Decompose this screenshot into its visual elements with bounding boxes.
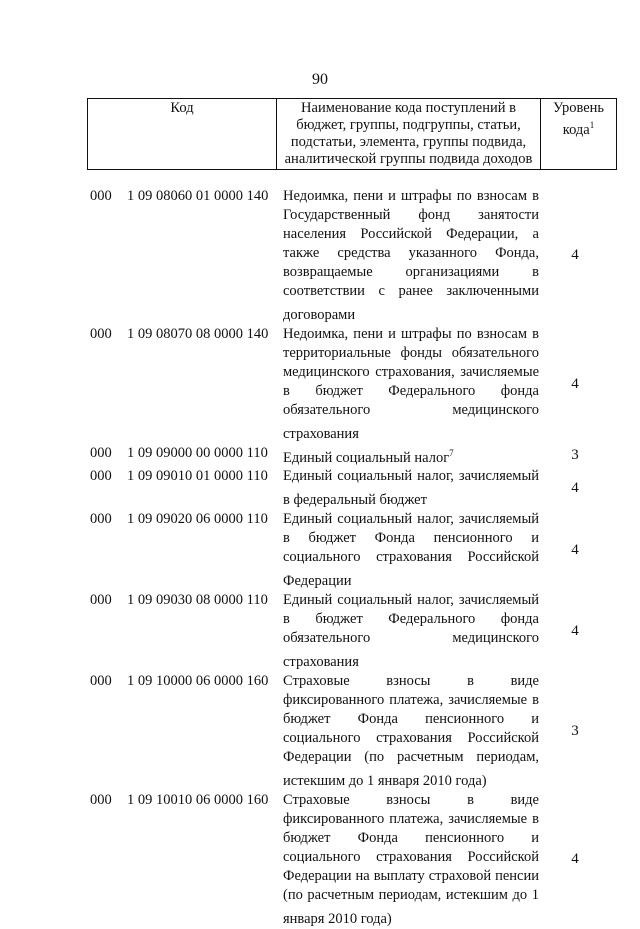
table-row (0, 187, 640, 325)
row-prefix: 000 (90, 672, 112, 689)
row-prefix: 000 (90, 468, 112, 485)
row-level: 4 (571, 851, 579, 868)
header-name: Наименование кода поступлений в бюджет, группы, подгруппы, статьи, подстатьи, элемента, группы подвида, аналитической группы подвида доходов (277, 99, 541, 170)
row-level: 3 (571, 447, 579, 464)
row-name (283, 444, 539, 468)
row-prefix: 000 (90, 791, 112, 808)
row-code: 1 09 09010 01 0000 110 (127, 468, 268, 485)
header-level-label: Уровень кода (552, 100, 605, 138)
table-row (0, 791, 640, 929)
table-row (0, 444, 640, 468)
row-level: 3 (571, 722, 579, 739)
row-footnote: 7 (449, 447, 454, 458)
row-code: 1 09 09000 00 0000 110 (127, 444, 268, 461)
row-prefix: 000 (90, 592, 112, 609)
code-list (0, 187, 640, 929)
row-name (283, 325, 539, 444)
row-name (283, 467, 539, 510)
table-row (0, 672, 640, 791)
row-level: 4 (571, 247, 579, 264)
table-header (87, 98, 617, 170)
table-row (0, 591, 640, 672)
row-code: 1 09 09020 06 0000 110 (127, 511, 268, 528)
row-name-text: Страховые взносы в виде фиксированного платежа, зачисляемые в бюджет Фонда пенсионного и социального страхования Российской Федерации (по расчетным периодам, истекшим до 1 января 2010 года) (283, 672, 539, 789)
row-name-text: Страховые взносы в виде фиксированного платежа, зачисляемые в бюджет Фонда пенсионного и социального страхования Российской Федерации на выплату страховой пенсии (по расчетным периодам, истекшим до 1 января 2010 года) (283, 791, 539, 927)
row-code: 1 09 08060 01 0000 140 (127, 188, 269, 204)
header-code: Код (88, 99, 277, 170)
row-prefix: 000 (90, 444, 112, 461)
row-name-text: Единый социальный налог, зачисляемый в бюджет Федерального фонда обязательного медицинского страхования (283, 592, 539, 670)
row-name (283, 791, 539, 929)
row-level: 4 (571, 480, 579, 497)
row-level: 4 (571, 623, 579, 640)
header-level-footnote: 1 (589, 120, 595, 130)
row-name-text: Единый социальный налог, зачисляемый в федеральный бюджет (283, 468, 539, 509)
row-name-text: Единый социальный налог, зачисляемый в бюджет Фонда пенсионного и социального страхования Российской Федерации (283, 511, 539, 590)
row-name-text: Недоимка, пени и штрафы по взносам в территориальные фонды обязательного медицинского страхования, зачисляемые в бюджет Федерального фонда обязательного медицинского страхования (283, 325, 539, 442)
row-level: 4 (571, 542, 579, 559)
row-code: 1 09 10010 06 0000 160 (127, 791, 269, 808)
page-number: 90 (312, 71, 328, 88)
row-code: 1 09 09030 08 0000 110 (127, 592, 268, 609)
row-prefix: 000 (90, 511, 112, 528)
row-prefix: 000 (90, 325, 112, 342)
row-name (283, 187, 539, 325)
header-level (541, 99, 617, 170)
table-row (0, 510, 640, 591)
row-name (283, 510, 539, 591)
row-name (283, 591, 539, 672)
table-row (0, 467, 640, 510)
row-name-text: Недоимка, пени и штрафы по взносам в Государственный фонд занятости населения Российской Федерации, а также средства указанного Фонда, возвращаемые организациями в соответствии с ранее заключенными договорами (283, 188, 539, 323)
row-code: 1 09 08070 08 0000 140 (127, 325, 269, 342)
table-row (0, 325, 640, 444)
row-level: 4 (571, 375, 579, 392)
row-prefix: 000 (90, 188, 112, 204)
row-name-text: Единый социальный налог (283, 449, 450, 466)
row-name (283, 672, 539, 791)
row-code: 1 09 10000 06 0000 160 (127, 672, 269, 689)
